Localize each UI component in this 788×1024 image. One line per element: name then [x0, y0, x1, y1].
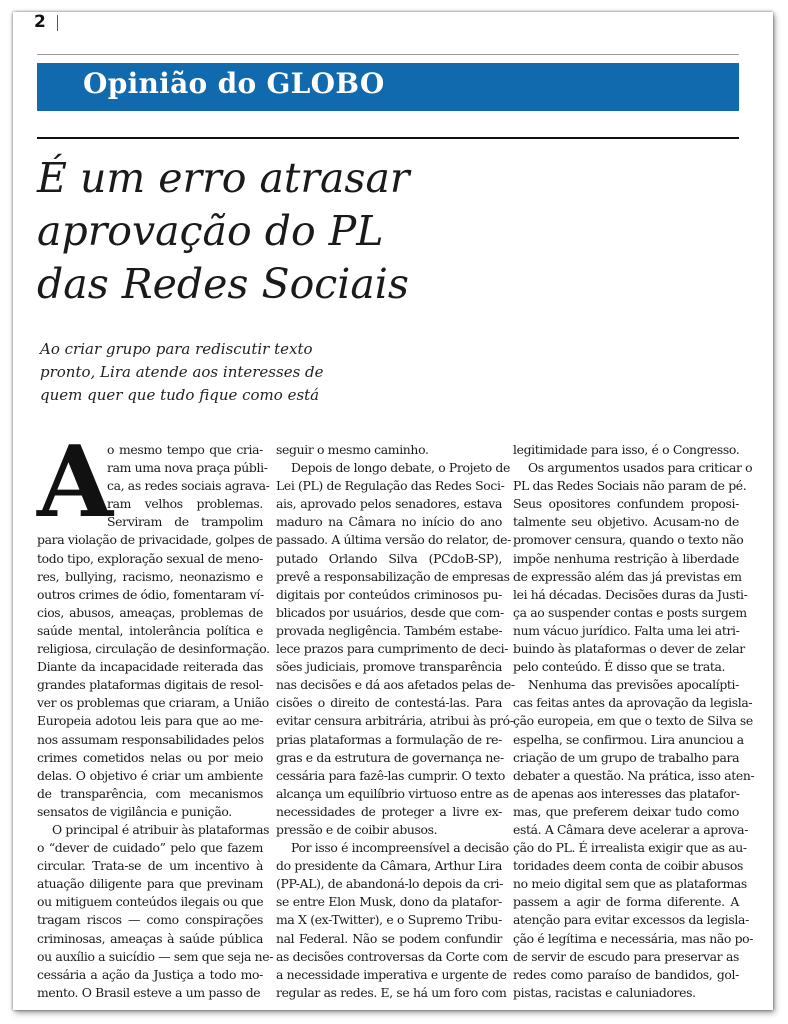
- text-line: pressão e de coibir abusos.: [276, 821, 438, 837]
- text-line: de servir de escudo para preservar as: [513, 948, 739, 964]
- text-line: promover censura, quando o texto não: [513, 532, 744, 548]
- text-line: do presidente da Câmara, Arthur Lira: [276, 858, 502, 874]
- headline-rule: [37, 137, 739, 139]
- text-line: (PP-AL), de abandoná-lo depois da cri-: [276, 876, 503, 892]
- text-line: Nenhuma das previsões apocalípti-: [528, 677, 739, 693]
- text-line: atenção para evitar excessos da legisla-: [513, 912, 749, 928]
- text-line: evitar censura arbitrária, atribui às pró-: [276, 713, 514, 729]
- text-line: seguir o mesmo caminho.: [276, 442, 429, 457]
- text-line: ça ao suspender contas e posts surgem: [513, 604, 747, 620]
- text-line: ram uma nova praça públi-: [107, 460, 268, 476]
- text-line: outros crimes de ódio, fomentaram ví-: [37, 586, 264, 602]
- text-line: debater a questão. Na prática, isso aten-: [513, 767, 755, 783]
- text-line: grandes plataformas digitais de resol-: [37, 677, 263, 693]
- text-line: Europeia adotou leis para que ao me-: [37, 713, 263, 729]
- text-line: Os argumentos usados para criticar o: [528, 460, 753, 476]
- text-line: ou auxílio a suicídio — sem que seja ne-: [37, 948, 274, 964]
- text-line: Serviram de trampolim: [107, 514, 263, 530]
- text-line: O principal é atribuir às plataformas: [52, 821, 270, 837]
- text-line: crimes cometidos nelas ou por meio: [37, 749, 263, 765]
- text-line: regular as redes. E, se há um foro com: [276, 984, 507, 1000]
- text-line: o “dever de cuidado” pelo que fazem: [37, 840, 263, 856]
- text-line: lece prazos para cumprimento de deci-: [276, 641, 509, 657]
- text-line: circular. Trata-se de um incentivo à: [37, 858, 263, 874]
- text-line: cios, abusos, ameaças, problemas de: [37, 604, 263, 620]
- headline-line: aprovação do PL: [37, 207, 384, 255]
- paragraph: [37, 821, 274, 1002]
- text-line: gras e da estrutura de governança ne-: [276, 749, 504, 765]
- text-line: res, bullying, racismo, neonazismo e: [37, 568, 263, 584]
- text-line: espelha, se confirmou. Lira anunciou a: [513, 731, 744, 747]
- text-line: todo tipo, exploração sexual de meno-: [37, 550, 263, 566]
- article-column-1: [37, 425, 274, 1002]
- text-line: criação de um grupo de trabalho para: [513, 749, 740, 765]
- text-line: está. A Câmara deve acelerar a aprova-: [513, 821, 749, 837]
- text-line: putado Orlando Silva (PCdoB-SP),: [276, 550, 502, 566]
- text-line: cas feitas antes da aprovação da legisla-: [513, 695, 753, 711]
- text-line: buindo às plataformas o dever de zelar: [513, 641, 745, 657]
- subheadline-line: Ao criar grupo para rediscutir texto: [40, 340, 313, 358]
- text-line: ção europeia, em que o texto de Silva se: [513, 713, 753, 729]
- text-line: ca, as redes sociais agrava-: [107, 478, 270, 494]
- page-number-separator: [57, 15, 58, 31]
- text-line: PL das Redes Sociais não param de pé.: [513, 478, 747, 494]
- text-line: religiosa, circulação de desinformação.: [37, 641, 270, 657]
- text-line: tragam riscos — como conspirações: [37, 912, 263, 928]
- text-line: as decisões controversas da Corte com: [276, 948, 508, 964]
- text-line: Diante da incapacidade reiterada das: [37, 659, 263, 675]
- text-line: redes como paraíso de bandidos, gol-: [513, 966, 739, 982]
- text-line: de apenas aos interesses das platafor-: [513, 785, 740, 801]
- paragraph: [37, 425, 273, 821]
- text-line: talmente seu objetivo. Acusam-no de: [513, 514, 739, 530]
- text-line: nos assumam responsabilidades pelos: [37, 731, 264, 747]
- paragraph: [276, 441, 502, 459]
- article-column-2: [276, 441, 515, 1002]
- text-line: sensatos de vigilância e punição.: [37, 803, 232, 819]
- section-title: Opinião do GLOBO: [83, 67, 385, 100]
- text-line: ram velhos problemas.: [107, 496, 263, 512]
- text-line: toridades deem conta de coibir abusos: [513, 858, 744, 874]
- article-column-3: [513, 441, 755, 1002]
- text-line: sões judiciais, promove transparência: [276, 659, 502, 675]
- text-line: ção do PL. É irrealista exigir que as au-: [513, 840, 747, 856]
- text-line: de expressão além das já previstas em: [513, 568, 742, 584]
- paragraph: [513, 441, 739, 459]
- subheadline-line: pronto, Lira atende aos interesses de: [40, 363, 324, 381]
- text-line: Por isso é incompreensível a decisão: [291, 840, 509, 856]
- text-line: ais, aprovado pelos senadores, estava: [276, 496, 502, 512]
- page-number: 2: [34, 12, 46, 32]
- text-line: blicados por usuários, desde que com-: [276, 604, 504, 620]
- text-line: mas, que preferem deixar tudo como: [513, 803, 739, 819]
- text-line: Seus opositores confundem proposi-: [513, 496, 739, 512]
- text-line: prias plataformas a formulação de re-: [276, 731, 502, 747]
- text-line: necessidades de proteger a livre ex-: [276, 803, 502, 819]
- text-line: de transparência, com mecanismos: [37, 785, 263, 801]
- text-line: alcança um equilíbrio virtuoso entre as: [276, 785, 509, 801]
- text-line: pelo conteúdo. É disso que se trata.: [513, 659, 726, 675]
- headline-line: É um erro atrasar: [37, 154, 410, 202]
- text-line: legitimidade para isso, é o Congresso.: [513, 442, 740, 457]
- text-line: cessária a ação da Justiça a todo mo-: [37, 966, 263, 982]
- text-line: passem a agir de forma diferente. A: [513, 894, 739, 910]
- text-line: mento. O Brasil esteve a um passo de: [37, 984, 261, 1000]
- text-line: maduro na Câmara no início do ano: [276, 514, 502, 530]
- subheadline: [40, 338, 460, 407]
- text-line: Lei (PL) de Regulação das Redes Soci-: [276, 478, 505, 494]
- text-line: ver os problemas que criaram, a União: [37, 695, 269, 711]
- text-line: num vácuo jurídico. Falta uma lei atri-: [513, 622, 740, 638]
- drop-cap: A: [37, 425, 114, 540]
- section-banner: [37, 63, 739, 111]
- text-line: delas. O objetivo é criar um ambiente: [37, 767, 263, 783]
- paragraph: [276, 839, 509, 1002]
- text-line: criminosas, ameaças à saúde pública: [37, 930, 263, 946]
- text-line: ou mitiguem conteúdos ilegais ou que: [37, 894, 264, 910]
- headline-line: das Redes Sociais: [37, 260, 409, 308]
- text-line: passado. A última versão do relator, de-: [276, 532, 511, 548]
- paragraph: [513, 676, 755, 1002]
- text-line: a necessidade imperativa e urgente de: [276, 966, 507, 982]
- headline: [37, 152, 557, 311]
- text-line: ma X (ex-Twitter), e o Supremo Tribu-: [276, 912, 502, 928]
- text-line: nal Federal. Não se podem confundir: [276, 930, 502, 946]
- subheadline-line: quem quer que tudo fique como está: [40, 386, 320, 404]
- text-line: Depois de longo debate, o Projeto de: [291, 460, 510, 476]
- text-line: cisões o direito de contestá-las. Para: [276, 695, 502, 711]
- text-line: impõe nenhuma restrição à liberdade: [513, 550, 739, 566]
- text-line: prevê a responsabilização de empresas: [276, 568, 510, 584]
- text-line: provada negligência. Também estabe-: [276, 622, 503, 638]
- text-line: ção é legítima e necessária, mas não po-: [513, 930, 754, 946]
- paragraph: [513, 459, 753, 676]
- text-line: o mesmo tempo que cria-: [107, 442, 263, 457]
- text-line: no meio digital sem que as plataformas: [513, 876, 747, 892]
- top-rule: [37, 54, 739, 55]
- text-line: digitais por conteúdos criminosos pu-: [276, 586, 502, 602]
- text-line: se entre Elon Musk, dono da platafor-: [276, 894, 502, 910]
- text-line: para violação de privacidade, golpes de: [37, 532, 273, 548]
- text-line: atuação diligente para que previnam: [37, 876, 263, 892]
- text-line: nas decisões e dá aos afetados pelas de-: [276, 677, 515, 693]
- text-line: lei há décadas. Decisões duras da Justi-: [513, 586, 748, 602]
- text-line: cessária para fazê-las cumprir. O texto: [276, 767, 505, 783]
- text-line: saúde mental, intolerância política e: [37, 622, 263, 638]
- paragraph: [276, 459, 515, 839]
- text-line: pistas, racistas e caluniadores.: [513, 984, 696, 1000]
